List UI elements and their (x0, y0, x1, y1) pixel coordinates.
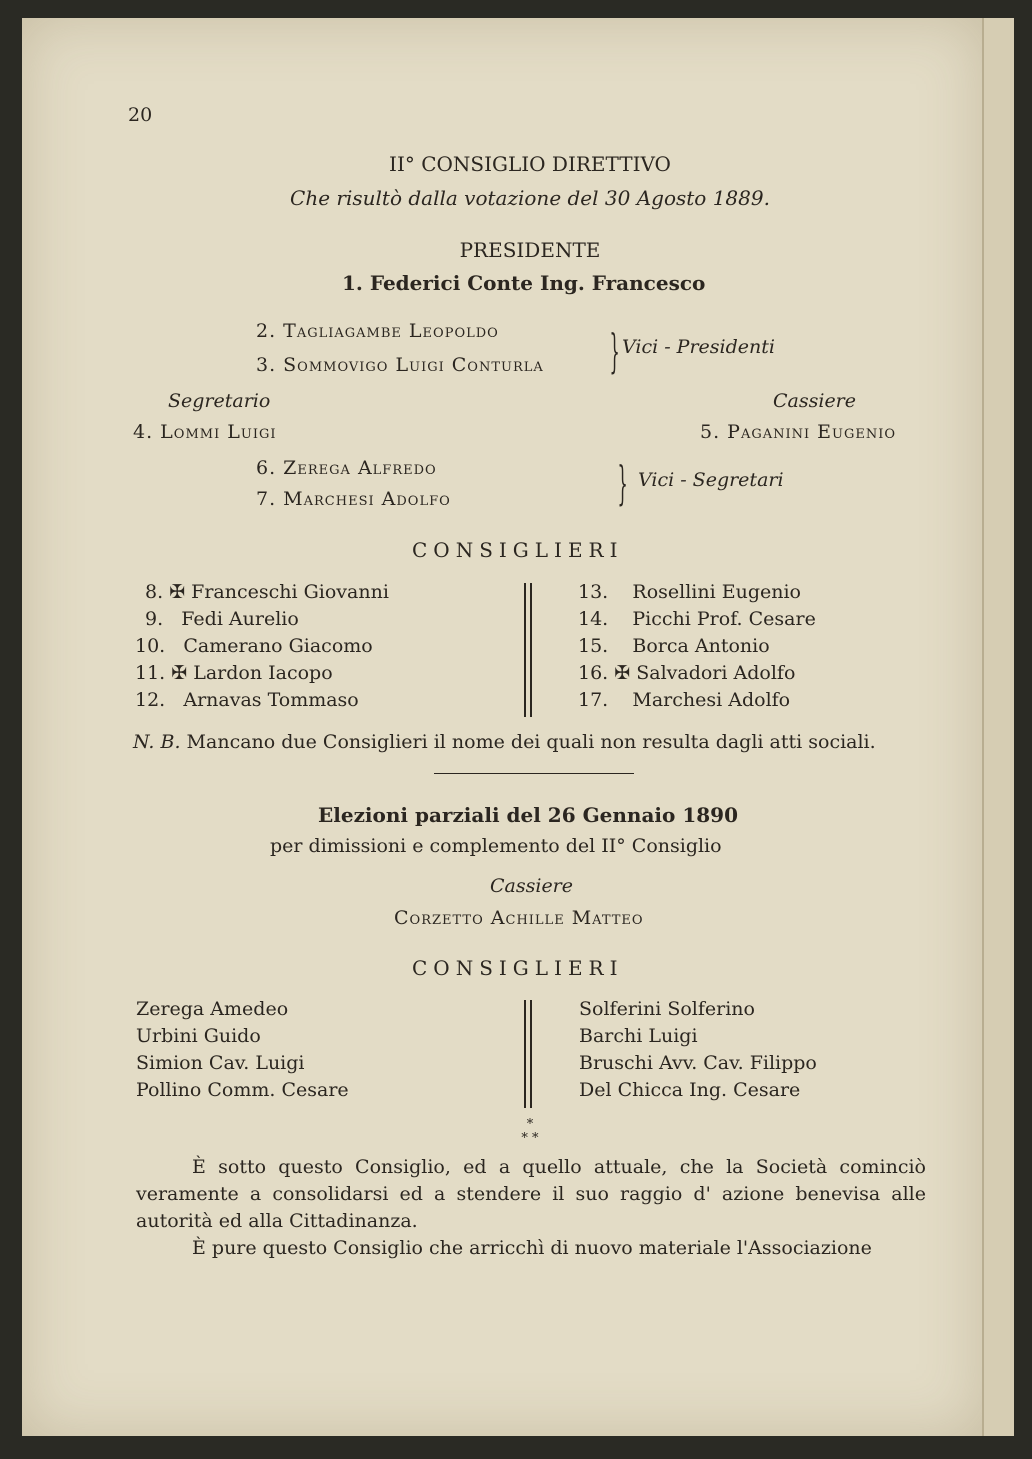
segretario-label: Segretario (168, 390, 271, 412)
vice-segretari-label: Vici - Segretari (638, 469, 784, 491)
presidente-label: PRESIDENTE (459, 238, 601, 262)
body-paragraph: È sotto questo Consiglio, ed a quello attuale, che la Società cominciò veramente a consolidarsi ed a stendere il suo raggio d' azione benevisa alle autorità ed alla Cittadinanza. (136, 1156, 926, 1232)
list-item: Zerega Amedeo (136, 998, 289, 1020)
cassiere-label: Cassiere (773, 390, 857, 412)
list-item: 13. Rosellini Eugenio (578, 581, 801, 603)
nota-bene: N. B. Mancano due Consiglieri il nome dei quali non resulta dagli atti sociali. (133, 731, 876, 753)
segretario-entry: 4. Lommi Luigi (133, 421, 277, 443)
facing-page-edge (982, 18, 1014, 1436)
consiglieri-heading: CONSIGLIERI (412, 538, 624, 562)
cassiere-entry: 5. Paganini Eugenio (700, 421, 897, 443)
elezioni-cassiere-name: Corzetto Achille Matteo (394, 907, 644, 929)
list-item: 17. Marchesi Adolfo (578, 689, 791, 711)
elezioni-title: Elezioni parziali del 26 Gennaio 1890 (318, 803, 738, 827)
elezioni-cassiere-label: Cassiere (490, 875, 574, 897)
list-item: Bruschi Avv. Cav. Filippo (579, 1052, 817, 1074)
vice-presidenti-label: Vici - Presidenti (622, 336, 775, 358)
brace-icon: } (617, 456, 628, 510)
list-item: 8. ✠ Franceschi Giovanni (145, 581, 389, 603)
list-item: Urbini Guido (136, 1025, 261, 1047)
list-item: Del Chicca Ing. Cesare (579, 1079, 801, 1101)
vice-segretario-2: 7. Marchesi Adolfo (256, 488, 451, 510)
section-title: II° CONSIGLIO DIRETTIVO (389, 152, 671, 176)
list-item: Solferini Solferino (579, 998, 755, 1020)
list-item: 12. Arnavas Tommaso (135, 689, 359, 711)
list-item: Barchi Luigi (579, 1025, 698, 1047)
consiglieri-heading-2: CONSIGLIERI (412, 956, 624, 980)
brace-icon: } (609, 324, 620, 378)
section-subtitle: Che risultò dalla votazione del 30 Agosto 1889. (290, 186, 770, 210)
list-item: 11. ✠ Lardon Iacopo (135, 662, 333, 684)
column-divider (524, 1000, 526, 1108)
vice-segretario-1: 6. Zerega Alfredo (256, 457, 437, 479)
list-item: 9. Fedi Aurelio (145, 608, 299, 630)
list-item: Pollino Comm. Cesare (136, 1079, 349, 1101)
column-divider (524, 583, 526, 717)
list-item: 14. Picchi Prof. Cesare (578, 608, 816, 630)
presidente-entry: 1. Federici Conte Ing. Francesco (342, 271, 706, 295)
elezioni-subtitle: per dimissioni e complemento del II° Consiglio (270, 835, 722, 857)
list-item: 15. Borca Antonio (578, 635, 770, 657)
asterism: * * * (521, 1117, 539, 1146)
vice-presidente-2: 3. Sommovigo Luigi Conturla (256, 354, 544, 376)
column-divider (530, 1000, 532, 1108)
list-item: 16. ✠ Salvadori Adolfo (578, 662, 796, 684)
list-item: Simion Cav. Luigi (136, 1052, 305, 1074)
list-item: 10. Camerano Giacomo (135, 635, 373, 657)
separator-rule (434, 773, 634, 774)
page-number: 20 (128, 104, 153, 126)
body-paragraph: È pure questo Consiglio che arricchì di nuovo materiale l'Associazione (192, 1237, 872, 1259)
column-divider (530, 583, 532, 717)
vice-presidente-1: 2. Tagliagambe Leopoldo (256, 320, 499, 342)
